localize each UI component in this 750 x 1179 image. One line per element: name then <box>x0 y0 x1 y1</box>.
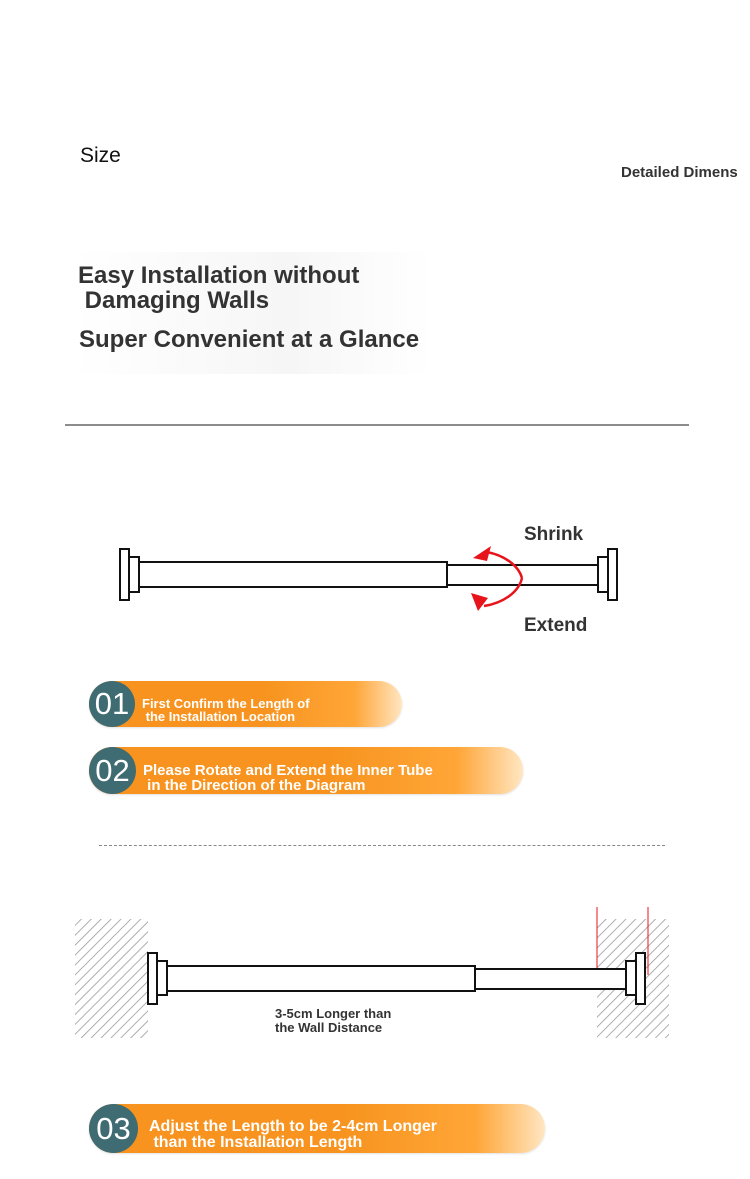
step-02-banner <box>89 747 523 794</box>
extend-label: Extend <box>524 615 588 636</box>
outer-tube <box>167 966 475 991</box>
inner-tube <box>475 969 626 989</box>
section-divider <box>65 424 689 426</box>
right-end-cap <box>636 953 645 1004</box>
step-01-banner <box>89 681 402 727</box>
telescopic-rod <box>120 549 617 600</box>
step-number-badge: 03 <box>89 1104 138 1153</box>
step-instruction: Adjust the Length to be 2-4cm Longer than the Installation Length <box>149 1118 438 1151</box>
step-instruction: Please Rotate and Extend the Inner Tube in the Direction of the Diagram <box>143 762 433 794</box>
outer-tube <box>139 562 447 587</box>
shrink-arrowhead <box>473 546 491 561</box>
telescopic-rod <box>148 953 645 1004</box>
step-03-banner <box>89 1104 545 1153</box>
left-end-collar <box>157 961 167 995</box>
dashed-divider <box>99 845 665 846</box>
headline-line-2: Damaging Walls <box>78 287 270 314</box>
size-heading: Size <box>80 144 121 167</box>
headline-line-1: Easy Installation without <box>78 262 360 289</box>
right-end-collar <box>626 961 636 995</box>
left-end-collar <box>129 557 139 592</box>
step-instruction: First Confirm the Length of the Installation Location <box>142 696 310 724</box>
right-end-cap <box>608 549 617 600</box>
left-end-cap <box>148 953 157 1004</box>
wall-installation-diagram <box>0 900 750 1050</box>
step-number-badge: 02 <box>89 747 136 794</box>
detailed-dimensions-label: Detailed Dimens <box>621 164 738 181</box>
right-end-collar <box>598 557 608 592</box>
length-note: 3-5cm Longer than the Wall Distance <box>275 1006 392 1035</box>
rotation-diagram <box>0 500 750 650</box>
inner-tube <box>447 565 598 585</box>
left-wall <box>75 919 148 1038</box>
step-number-badge: 01 <box>89 681 135 727</box>
left-end-cap <box>120 549 129 600</box>
extend-arrowhead <box>471 593 488 611</box>
headline-line-3: Super Convenient at a Glance <box>79 326 420 353</box>
shrink-label: Shrink <box>524 524 584 545</box>
